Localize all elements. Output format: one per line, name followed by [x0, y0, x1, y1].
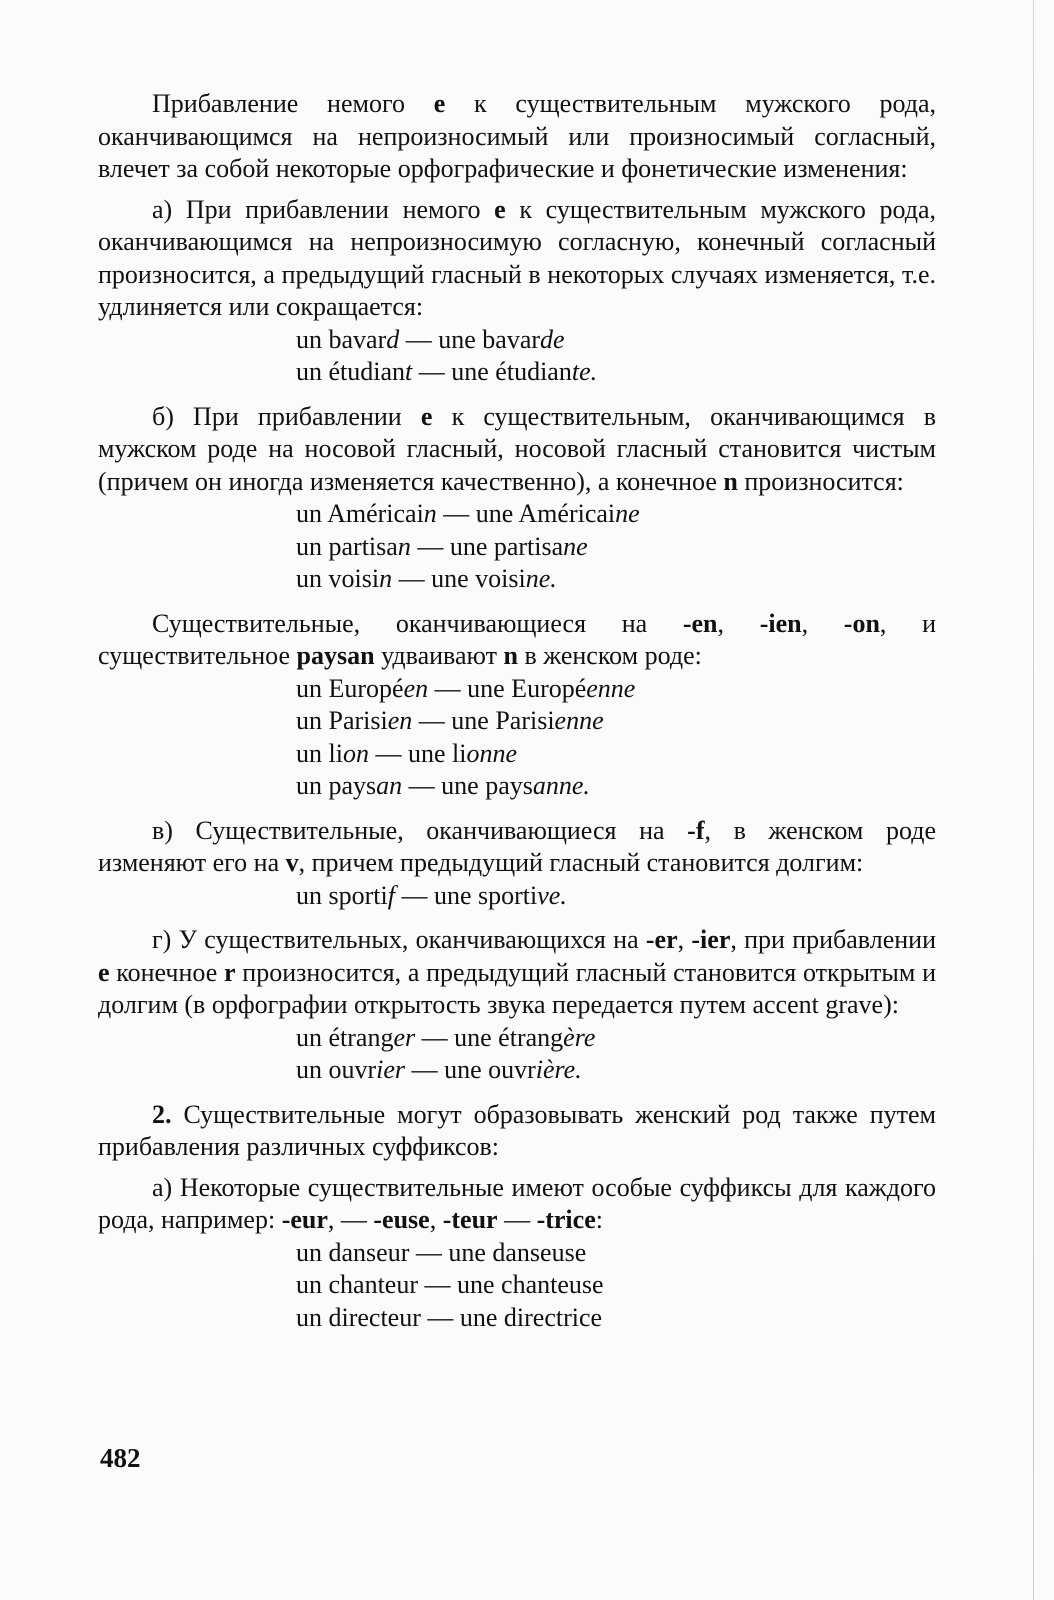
page-number: 482	[100, 1443, 141, 1473]
paragraph-g: г) У существительных, оканчивающихся на -er, -ier, при прибавлении е конечное r произносится, а предыдущий гласный становится открытым и долгим (в орфографии открытость звука передается путем accent grave):	[98, 925, 936, 1019]
example-line: un étudiant — une étudiante.	[296, 357, 598, 386]
example-line: un directeur — une directrice	[296, 1302, 603, 1332]
paragraph-b: б) При прибавлении е к существительным, оканчивающимся в мужском роде на носовой гласный, носовой гласный становится чистым (причем он иногда изменяется качественно), а конечное n произносится:	[98, 401, 936, 496]
example-line: un ouvrier — une ouvrière.	[296, 1055, 582, 1084]
paragraph-v: в) Существительные, оканчивающиеся на -f, в женском роде изменяют его на v, причем предыдущий гласный становится долгим:	[98, 815, 936, 877]
example-line: un Européen — une Européenne	[296, 673, 636, 703]
example-line: un lion — une lionne	[296, 738, 517, 768]
page-body	[98, 88, 936, 1346]
examples-b	[98, 498, 936, 596]
example-line: un paysan — une paysanne.	[296, 771, 590, 800]
paragraph-b2: Существительные, оканчивающиеся на -en, -ien, -on, и существительное paysan удваивают n в женском роде:	[98, 608, 937, 670]
paragraph-intro: Прибавление немого е к существительным мужского рода, оканчивающимся на непроизносимый или произносимый согласный, влечет за собой некоторые орфографические и фонетические изменения:	[98, 89, 936, 183]
examples-a	[98, 324, 936, 389]
examples-v	[98, 880, 936, 913]
example-line: un chanteur — une chanteuse	[296, 1270, 604, 1299]
example-line: un danseur — une danseuse	[296, 1237, 587, 1267]
page-edge-shadow	[1033, 0, 1034, 1600]
examples-b2	[98, 673, 936, 803]
paragraph-a: а) При прибавлении немого е к существительным мужского рода, оканчивающимся на непроизносимую согласную, конечный согласный произносится, а предыдущий гласный в некоторых случаях изменяется, т.е. удлиняется или сокращается:	[98, 194, 936, 321]
example-line: un voisin — une voisine.	[296, 564, 557, 593]
example-line: un étranger — une étrangère	[296, 1022, 596, 1052]
example-line: un partisan — une partisane	[296, 531, 588, 561]
paragraph-2a: а) Некоторые существительные имеют особые суффиксы для каждого рода, например: -eur, — -euse, -teur — -trice:	[98, 1172, 936, 1234]
examples-g	[98, 1022, 936, 1087]
examples-2a	[98, 1237, 936, 1335]
paragraph-2: 2. Существительные могут образовывать женский род также путем прибавления различных суффиксов:	[98, 1099, 936, 1161]
example-line: un Parisien — une Parisienne	[296, 706, 604, 735]
example-line: un Américain — une Américaine	[296, 499, 640, 528]
example-line: un sportif — une sportive.	[296, 880, 567, 910]
example-line: un bavard — une bavarde	[296, 324, 565, 354]
